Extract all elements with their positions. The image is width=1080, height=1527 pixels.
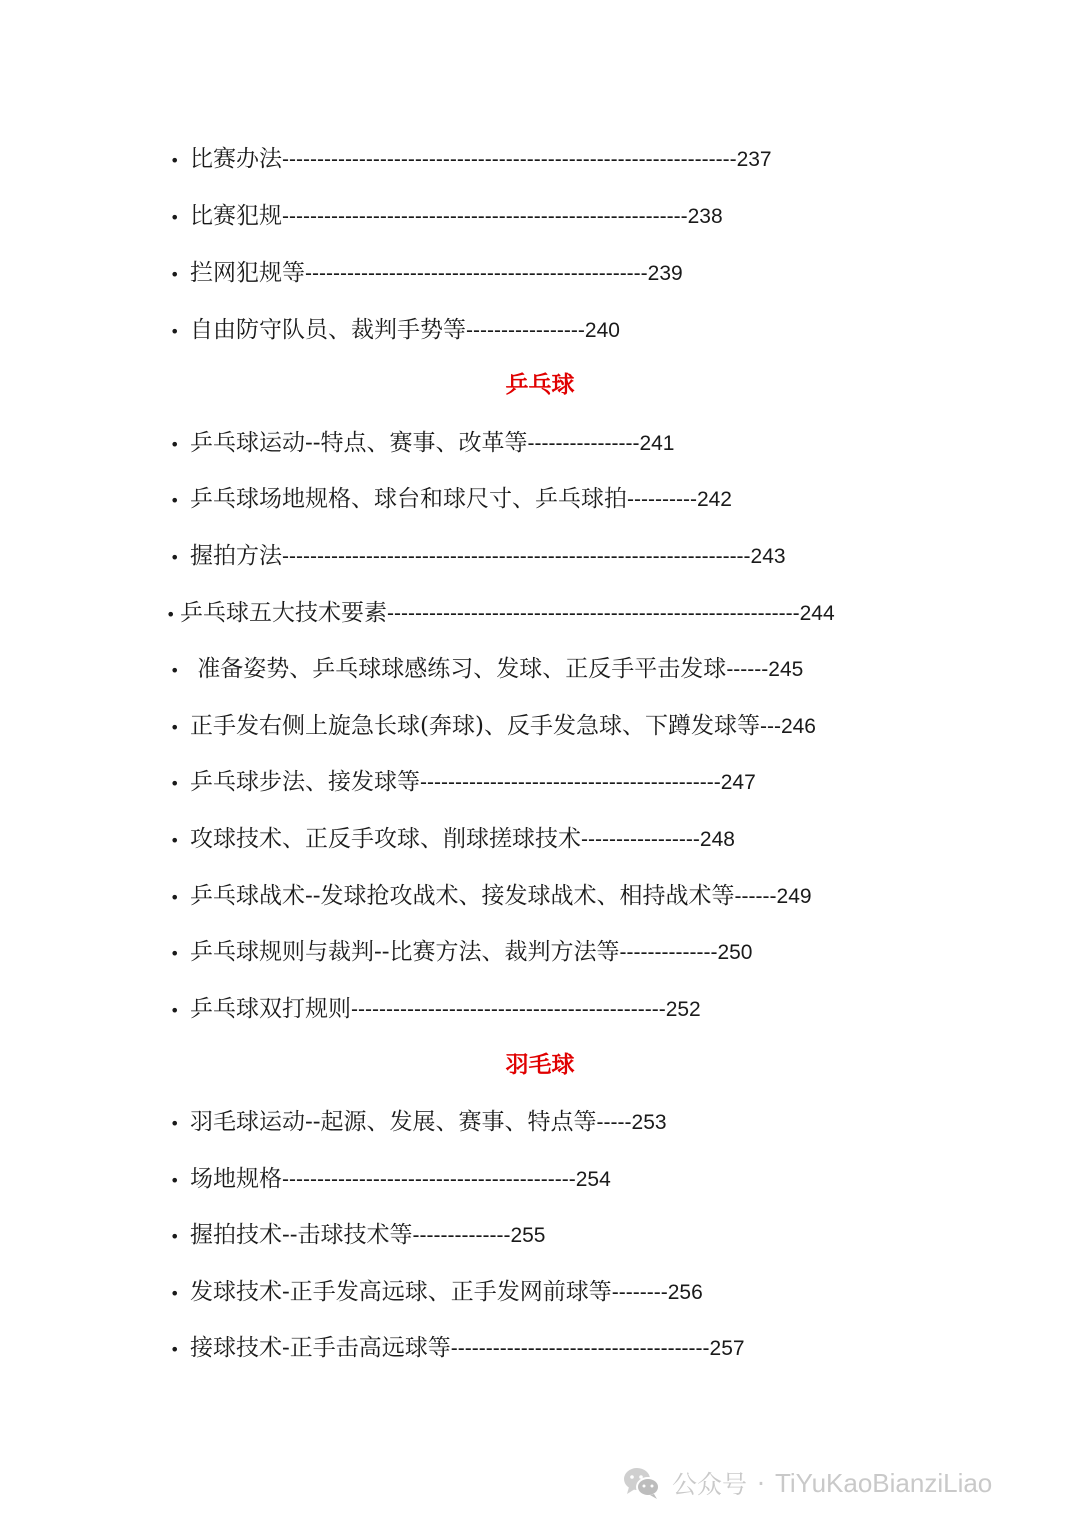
toc-item xyxy=(170,426,674,460)
toc-item-leader: ------------------------------------- xyxy=(450,1337,710,1360)
toc-item xyxy=(170,1331,745,1365)
bullet-icon: • xyxy=(170,548,180,567)
watermark-account: TiYuKaoBianziLiao xyxy=(774,1467,993,1498)
toc-item xyxy=(170,1275,703,1309)
watermark xyxy=(622,1462,992,1504)
toc-item-page: 255 xyxy=(510,1224,546,1247)
wechat-icon xyxy=(622,1466,662,1500)
toc-item-label: 握拍技术--击球技术等 xyxy=(190,1222,413,1248)
toc-item-leader: -------------- xyxy=(412,1224,511,1247)
toc-item-leader: ----- xyxy=(596,1111,632,1134)
toc-item xyxy=(170,199,723,233)
bullet-icon: • xyxy=(170,718,180,737)
bullet-icon: • xyxy=(170,1114,180,1133)
toc-item-page: 246 xyxy=(780,715,816,738)
bullet-icon: • xyxy=(170,1001,180,1020)
toc-item-label: 自由防守队员、裁判手势等 xyxy=(190,317,466,343)
toc-item-leader: -------- xyxy=(611,1281,668,1304)
toc-item-leader: ----------------------------------------------------------------- xyxy=(282,148,737,171)
toc-item-label: 握拍方法 xyxy=(190,543,282,569)
toc-item xyxy=(170,765,756,799)
toc-item-leader: ------ xyxy=(726,658,769,681)
toc-item xyxy=(170,992,701,1026)
toc-item-page: 247 xyxy=(720,771,756,794)
toc-item-page: 256 xyxy=(667,1281,703,1304)
toc-item xyxy=(170,709,816,743)
toc-item-page: 244 xyxy=(799,602,835,625)
toc-item-leader: ---------- xyxy=(627,488,697,511)
toc-item-label: 乒乓球战术--发球抢攻战术、接发球战术、相持战术等 xyxy=(190,883,735,909)
toc-item-page: 254 xyxy=(575,1168,611,1191)
toc-item xyxy=(170,482,732,516)
toc-item-page: 237 xyxy=(736,148,772,171)
bullet-icon: • xyxy=(170,208,180,227)
toc-item xyxy=(170,539,786,573)
toc-item-page: 239 xyxy=(647,262,683,285)
toc-item-label: 场地规格 xyxy=(190,1166,282,1192)
toc-item-page: 245 xyxy=(768,658,804,681)
toc-item xyxy=(170,313,620,347)
toc-item-leader: ------------------------------------------------- xyxy=(305,262,648,285)
toc-item-leader: ---------------------------------------------------------- xyxy=(282,205,688,228)
toc-item-page: 238 xyxy=(687,205,723,228)
toc-item xyxy=(170,822,735,856)
toc-item-page: 253 xyxy=(631,1111,667,1134)
bullet-icon: • xyxy=(170,491,180,510)
toc-item-label: 发球技术-正手发高远球、正手发网前球等 xyxy=(190,1279,612,1305)
toc-item-label: 准备姿势、乒乓球球感练习、发球、正反手平击发球 xyxy=(190,656,727,682)
toc-item-label: 比赛犯规 xyxy=(190,203,282,229)
toc-item-label: 拦网犯规等 xyxy=(190,260,305,286)
toc-item-page: 242 xyxy=(696,488,732,511)
toc-item xyxy=(170,652,803,686)
toc-item-leader: -------------- xyxy=(619,941,718,964)
toc-item-label: 正手发右侧上旋急长球(奔球)、反手发急球、下蹲发球等 xyxy=(190,713,760,739)
toc-item-leader: ------------------------------------------------------------------- xyxy=(282,545,751,568)
toc-item-leader: --------------------------------------------- xyxy=(351,998,666,1021)
toc-item-label: 比赛办法 xyxy=(190,146,282,172)
toc-item-page: 240 xyxy=(584,319,620,342)
toc-item-label: 乒乓球规则与裁判--比赛方法、裁判方法等 xyxy=(190,939,620,965)
toc-item-page: 252 xyxy=(665,998,701,1021)
toc-item-leader: ----------------- xyxy=(466,319,585,342)
toc-item-leader: ------ xyxy=(734,885,777,908)
bullet-icon: • xyxy=(170,322,180,341)
toc-item-label: 乒乓球五大技术要素 xyxy=(180,600,387,626)
bullet-icon: • xyxy=(170,831,180,850)
bullet-icon: • xyxy=(170,1340,180,1359)
toc-item-leader: ----------------- xyxy=(581,828,700,851)
toc-item-page: 248 xyxy=(699,828,735,851)
toc-item-leader: ------------------------------------------ xyxy=(282,1168,576,1191)
toc-item-leader: ----------------------------------------------------------- xyxy=(387,602,800,625)
section-heading-table-tennis: 乒乓球 xyxy=(505,371,575,398)
toc-item-page: 243 xyxy=(750,545,786,568)
bullet-icon: • xyxy=(170,1284,180,1303)
toc-item xyxy=(170,935,753,969)
toc-item-label: 乒乓球运动--特点、赛事、改革等 xyxy=(190,430,528,456)
toc-item-label: 羽毛球运动--起源、发展、赛事、特点等 xyxy=(190,1109,597,1135)
bullet-icon: • xyxy=(170,435,180,454)
toc-item xyxy=(170,1218,546,1252)
toc-item-label: 乒乓球场地规格、球台和球尺寸、乒乓球拍 xyxy=(190,486,627,512)
bullet-icon: • xyxy=(170,1227,180,1246)
bullet-icon: • xyxy=(170,888,180,907)
toc-item-leader: ---------------- xyxy=(527,432,640,455)
bullet-icon: • xyxy=(170,265,180,284)
toc-item-page: 257 xyxy=(709,1337,745,1360)
toc-item-label: 攻球技术、正反手攻球、削球搓球技术 xyxy=(190,826,581,852)
bullet-icon: • xyxy=(170,1171,180,1190)
toc-item-label: 乒乓球步法、接发球等 xyxy=(190,769,420,795)
toc-item-page: 241 xyxy=(639,432,675,455)
toc-item-page: 249 xyxy=(776,885,812,908)
bullet-icon: • xyxy=(170,774,180,793)
toc-item-leader: ------------------------------------------- xyxy=(420,771,721,794)
toc-item-page: 250 xyxy=(717,941,753,964)
bullet-icon: • xyxy=(170,661,180,680)
toc-item-leader: --- xyxy=(759,715,781,738)
watermark-prefix: 公众号 xyxy=(672,1470,748,1499)
toc-item-label: 乒乓球双打规则 xyxy=(190,996,351,1022)
toc-item xyxy=(170,879,812,913)
bullet-icon: • xyxy=(166,605,176,624)
bullet-icon: • xyxy=(170,944,180,963)
toc-item xyxy=(170,1105,667,1139)
toc-item xyxy=(170,256,683,290)
bullet-icon: • xyxy=(170,151,180,170)
toc-item xyxy=(170,142,772,176)
toc-item xyxy=(170,1162,611,1196)
section-heading-badminton: 羽毛球 xyxy=(505,1051,575,1078)
toc-item-label: 接球技术-正手击高远球等 xyxy=(190,1335,451,1361)
toc-item xyxy=(166,596,835,630)
watermark-separator: · xyxy=(757,1468,765,1498)
